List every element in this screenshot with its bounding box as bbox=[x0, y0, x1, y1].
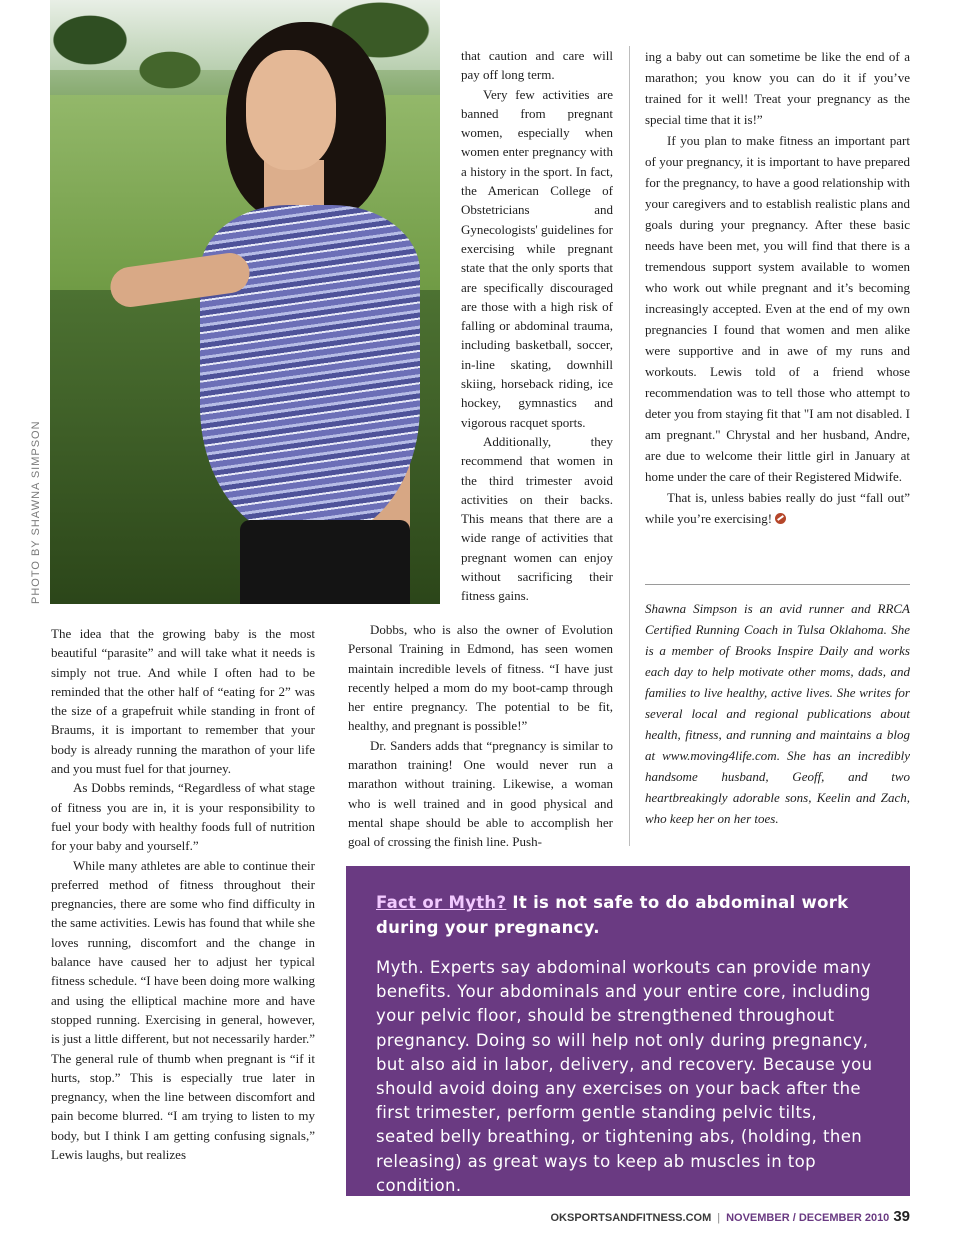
paragraph: Dr. Sanders adds that “pregnancy is similar to marathon training! One would never run a marathon without training. Likewise, a woman who is well trained and in good physical and mental shape should be able to accomplish her goal of crossing the finish line. Push- bbox=[348, 737, 613, 850]
article-column-right-of-photo bbox=[461, 46, 613, 606]
paragraph: While many athletes are able to continue their preferred method of fitness throughout their pregnancies, there are some who find difficulty in the same activities. Lewis has found that while she loves running, discomfort and the change in balance have caused her to adjust her typical fitness schedule. “I have been doing more walking and using the elliptical machine more and have stopped running. Exercising in general, however, is just a little different, but not necessarily harder.” The general rule of thumb when pregnant is “if it hurts, stop.” This is especially true later in pregnancy, when the line between discomfort and pain become blurred. “I am trying to listen to my body, but I think I am getting confusing signals,” Lewis laughs, but realizes bbox=[51, 857, 315, 1163]
paragraph: Dobbs, who is also the owner of Evolution Personal Training in Edmond, has seen women maintain incredible levels of fitness. “I have just recently helped a mom do my boot-camp through her entire pregnancy. The potential to be fit, healthy, and pregnant is possible!” bbox=[348, 622, 613, 734]
fact-question-text: It is not safe to do abdominal work during your pregnancy. bbox=[376, 893, 849, 937]
article-column-far-right bbox=[645, 46, 910, 529]
page-number: 39 bbox=[893, 1208, 910, 1225]
bio-divider bbox=[645, 584, 910, 585]
end-mark-icon bbox=[775, 513, 786, 524]
footer-separator: | bbox=[717, 1212, 721, 1224]
article-column-middle bbox=[348, 620, 613, 852]
paragraph: As Dobbs reminds, “Regardless of what stage of fitness you are in, it is your responsibility to fuel your body with healthy foods full of nutrition for your baby and yourself.” bbox=[51, 780, 315, 854]
footer-site: OKSPORTSANDFITNESS.COM bbox=[550, 1212, 712, 1224]
column-divider bbox=[629, 46, 630, 846]
paragraph: that caution and care will pay off long term. bbox=[461, 48, 613, 83]
fact-answer: Myth. Experts say abdominal workouts can provide many benefits. Your abdominals and your entire core, including your pelvic floor, should be strengthened throughout pregnancy. Doing so will help not only during pregnancy, but also aid in labor, delivery, and recovery. Because you should avoid doing any exercises on your back after the first trimester, perform gentle standing pelvic tilts, seated belly breathing, or tightening abs, (holding, then releasing) as great ways to keep ab muscles in top condition. bbox=[376, 958, 873, 1195]
page-footer bbox=[551, 1208, 911, 1225]
paragraph-final bbox=[645, 487, 910, 529]
pregnant-runner-photo bbox=[50, 0, 440, 604]
paragraph: The idea that the growing baby is the most beautiful “parasite” and will take what it needs is simply not true. And while I often had to be reminded that the other half of “eating for 2” was the size of a grapefruit while standing in front of Braums, it is important to remember that your body is already running the marathon of your life and you must fuel for that journey. bbox=[51, 626, 315, 777]
footer-issue: NOVEMBER / DECEMBER 2010 bbox=[726, 1212, 890, 1224]
paragraph: Additionally, they recommend that women in the third trimester avoid activities on their backs. This means that there are a wide range of activities that pregnant women can enjoy without sacrificing their fitness gains. bbox=[461, 433, 613, 604]
article-column-left bbox=[51, 624, 315, 1164]
final-sentence: That is, unless babies really do just “fall out” while you’re exercising! bbox=[645, 490, 910, 526]
fact-label: Fact or Myth? bbox=[376, 893, 507, 912]
fact-or-myth-box bbox=[346, 866, 910, 1196]
paragraph: If you plan to make fitness an important part of your pregnancy, it is important to have prepared for the pregnancy, to have a good relationship with your caregivers and to establish realistic plans and goals during your pregnancy. After these basic needs have been met, you will find that there is a tremendous support system available to women who work out while pregnant and it’s becoming increasingly accepted. Even at the end of my own pregnancies I found that women and men alike were supportive and in awe of my runs and workouts. Lewis told of a friend whose recommendation was to tell those who attempt to deter you from staying fit that "I am not disabled. I am pregnant." Chrystal and her husband, Andre, are due to welcome their little girl in January at home under the care of their Registered Midwife. bbox=[645, 133, 910, 484]
paragraph: ing a baby out can sometime be like the end of a marathon; you know you can do it if you’ve trained for it well! Treat your pregnancy as the special time that it is!” bbox=[645, 49, 910, 127]
author-bio: Shawna Simpson is an avid runner and RRCA Certified Running Coach in Tulsa Oklahoma. She is a member of Brooks Inspire Daily and works each day to help motivate other moms, dads, and families to live healthy, active lives. She writes for several local and regional publications about health, fitness, and running and maintains a blog at www.moving4life.com. She has an incredibly handsome husband, Geoff, and two heartbreakingly adorable sons, Keelin and Zach, who keep her on her toes. bbox=[645, 601, 910, 826]
paragraph: Very few activities are banned from pregnant women, especially when women enter pregnancy with a history in the sport. In fact, the American College of Obstetricians and Gynecologists' guidelines for exercising while pregnant state that the only sports that are specifically discouraged are those with a high risk of falling or abdominal trauma, including basketball, soccer, in-line skating, downhill skiing, horseback riding, ice hockey, gymnastics and vigorous racquet sports. bbox=[461, 86, 613, 430]
photo-credit: PHOTO BY SHAWNA SIMPSON bbox=[30, 420, 42, 604]
fact-question bbox=[376, 890, 880, 940]
